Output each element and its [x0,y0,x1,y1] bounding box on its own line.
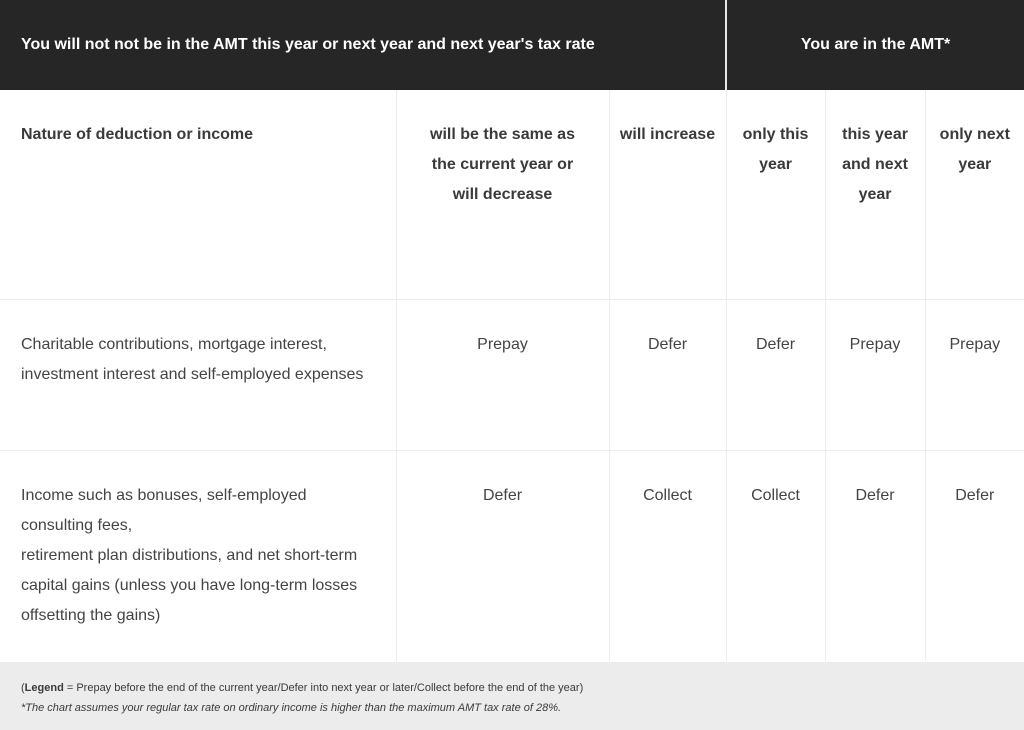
legend-line [21,678,1024,698]
this-and-next-year-cell: Prepay [825,300,925,451]
nature-cell-line-2: retirement plan distributions, and net short-term capital gains (unless you have long-term losses offsetting the gains) [21,547,358,624]
table-row [0,451,1024,661]
in-amt-header: You are in the AMT* [726,0,1024,90]
only-next-year-cell: Defer [925,451,1024,661]
increase-cell: Collect [609,451,726,661]
nature-cell-line-1: Income such as bonuses, self-employed consulting fees, [21,487,307,534]
table-footer [0,662,1024,730]
only-next-year-cell: Prepay [925,300,1024,451]
only-this-year-cell: Collect [726,451,825,661]
nature-cell [0,451,396,661]
same-or-decrease-cell: Prepay [396,300,609,451]
column-subheader-row [0,90,1024,300]
same-or-decrease-cell: Defer [396,451,609,661]
table-header-row [0,0,1024,90]
amt-rate-note: *The chart assumes your regular tax rate on ordinary income is higher than the maximum AMT tax rate of 28%. [21,702,562,714]
increase-column-header: will increase [609,90,726,300]
only-this-year-cell: Defer [726,300,825,451]
legend-text: = Prepay before the end of the current year/Defer into next year or later/Collect before the end of the year) [63,682,584,694]
not-in-amt-header: You will not not be in the AMT this year or next year and next year's tax rate [0,0,726,90]
only-this-year-column-header: only this year [726,90,825,300]
nature-column-header: Nature of deduction or income [0,90,396,300]
only-next-year-column-header: only next year [925,90,1024,300]
increase-cell: Defer [609,300,726,451]
legend-open-paren: ( [21,682,25,694]
this-and-next-year-cell: Defer [825,451,925,661]
same-or-decrease-column-header: will be the same as the current year or will decrease [396,90,609,300]
legend-label: Legend [24,682,64,694]
table-row [0,300,1024,451]
nature-cell: Charitable contributions, mortgage interest, investment interest and self-employed expenses [0,300,396,451]
this-and-next-year-column-header: this year and next year [825,90,925,300]
